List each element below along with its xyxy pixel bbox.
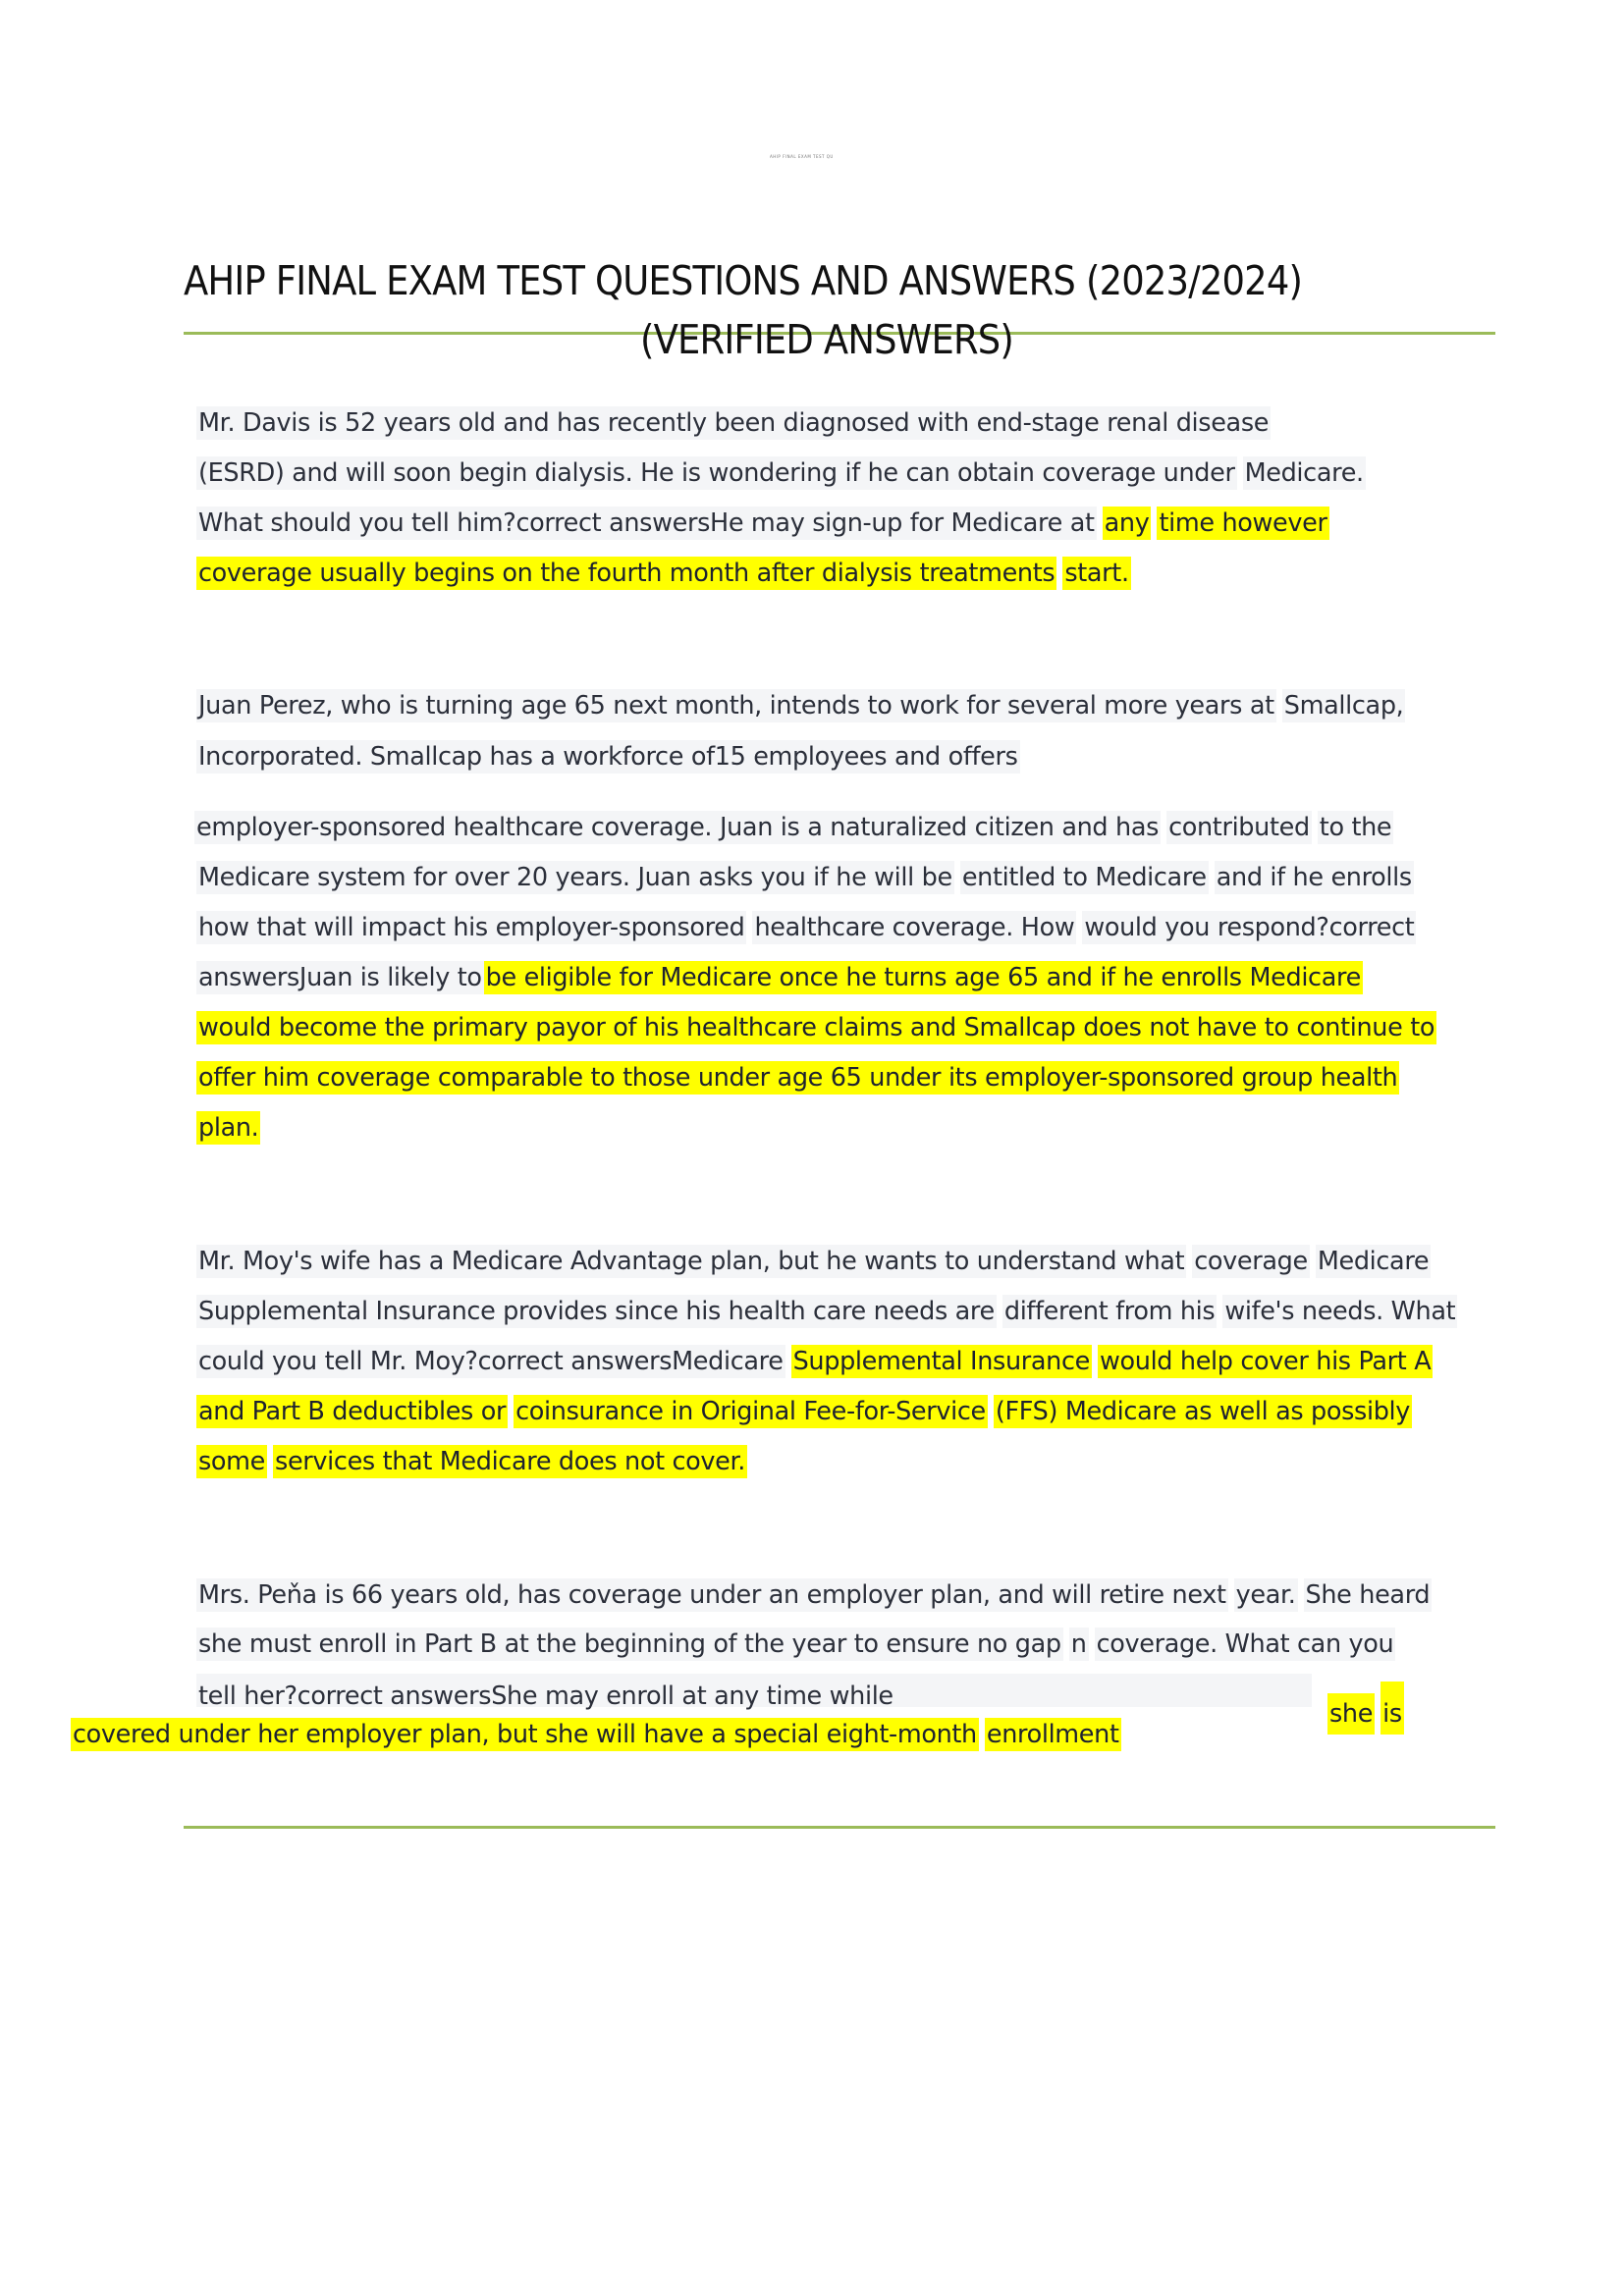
text-line — [196, 1445, 753, 1478]
text-line — [196, 1245, 1436, 1278]
highlighted-answer: offer him coverage comparable to those under age 65 under its employer-sponsored group health — [198, 1063, 1398, 1093]
highlighted-answer: would help cover his Part A — [1100, 1347, 1432, 1376]
text-span: coverage — [1194, 1247, 1308, 1276]
text-line — [1327, 1682, 1410, 1729]
text-span: employer-sponsored healthcare coverage. Juan is a naturalized citizen and has — [196, 813, 1160, 842]
text-span: Incorporated. Smallcap has a workforce of15 employees and offers — [198, 742, 1018, 772]
text-span: Medicare system for over 20 years. Juan asks you if he will be — [198, 863, 952, 892]
text-span: to the — [1319, 813, 1392, 842]
text-line — [194, 811, 1399, 844]
highlighted-answer: some — [198, 1447, 266, 1476]
text-line — [196, 456, 1372, 490]
text-span: Mr. Davis is 52 years old and has recently been diagnosed with end-stage renal disease — [198, 408, 1270, 438]
text-span: Medicare. — [1244, 458, 1364, 488]
text-span: (ESRD) and will soon begin dialysis. He is wondering if he can obtain coverage under — [198, 458, 1235, 488]
highlighted-answer: enrollment — [986, 1720, 1119, 1749]
text-line — [196, 689, 1411, 722]
text-line — [196, 911, 1422, 944]
text-line — [196, 1111, 266, 1145]
highlighted-answer: any — [1104, 508, 1150, 538]
highlighted-answer: covered under her employer plan, but she will have a special eight-month — [73, 1720, 977, 1749]
text-span: and if he enrolls — [1216, 863, 1412, 892]
highlighted-answer: would become the primary payor of his healthcare claims and Smallcap does not have to continue to — [198, 1013, 1435, 1042]
text-line — [196, 961, 1369, 994]
text-line — [196, 1061, 1405, 1095]
page-title-line-1: AHIP FINAL EXAM TEST QUESTIONS AND ANSWERS (2023/2024) — [184, 257, 1303, 304]
text-span: coverage. What can you — [1096, 1629, 1394, 1659]
text-line — [196, 1628, 1401, 1661]
text-line — [196, 740, 1026, 774]
text-line — [196, 1674, 1312, 1711]
text-span: different from his — [1003, 1297, 1216, 1326]
text-span: Juan Perez, who is turning age 65 next month, intends to work for several more years at — [198, 691, 1274, 721]
text-span: n — [1070, 1629, 1087, 1659]
highlighted-answer: be eligible for Medicare once he turns age 65 and if he enrolls Medicare — [485, 963, 1361, 992]
text-span: What should you tell him?correct answersHe may sign-up for Medicare at — [198, 508, 1095, 538]
highlighted-answer: services that Medicare does not cover. — [275, 1447, 746, 1476]
text-span: wife's needs. What — [1224, 1297, 1456, 1326]
text-span: entitled to Medicare — [961, 863, 1207, 892]
text-span: She heard — [1305, 1580, 1431, 1610]
text-line — [196, 861, 1420, 894]
text-span: Medicare — [1317, 1247, 1430, 1276]
header-mark: AHIP FINAL EXAM TEST QU — [770, 154, 834, 159]
highlighted-answer: and Part B deductibles or — [198, 1397, 507, 1426]
highlighted-answer: plan. — [198, 1113, 259, 1143]
text-line — [196, 1011, 1442, 1044]
text-span: Supplemental Insurance provides since his health care needs are — [198, 1297, 995, 1326]
text-line — [196, 406, 1276, 440]
text-line — [196, 557, 1137, 590]
text-span: year. — [1235, 1580, 1296, 1610]
text-span: would you respond?correct — [1084, 913, 1415, 942]
text-line — [71, 1718, 1127, 1751]
text-line — [196, 1578, 1437, 1612]
page-title-line-2: (VERIFIED ANSWERS) — [640, 316, 1013, 363]
text-span: how that will impact his employer-sponsored — [198, 913, 745, 942]
highlighted-answer: start. — [1064, 559, 1129, 588]
text-line — [196, 1345, 1438, 1378]
text-line — [196, 507, 1335, 540]
text-line — [196, 1295, 1463, 1328]
highlighted-answer: is — [1380, 1682, 1404, 1735]
highlighted-answer: coverage usually begins on the fourth month after dialysis treatments — [198, 559, 1056, 588]
footer-rule — [184, 1826, 1495, 1829]
text-span: tell her?correct answersShe may enroll at any time while — [198, 1682, 893, 1711]
text-span: Mr. Moy's wife has a Medicare Advantage plan, but he wants to understand what — [198, 1247, 1185, 1276]
text-span: Mrs. Peňa is 66 years old, has coverage under an employer plan, and will retire next — [198, 1580, 1226, 1610]
highlighted-answer: time however — [1159, 508, 1327, 538]
text-span: answersJuan is likely to — [198, 963, 482, 992]
text-span: contributed — [1168, 813, 1310, 842]
text-line — [196, 1395, 1418, 1428]
highlighted-answer: coinsurance in Original Fee-for-Service — [515, 1397, 986, 1426]
text-span: she must enroll in Part B at the beginning of the year to ensure no gap — [198, 1629, 1061, 1659]
highlighted-answer: she — [1327, 1693, 1375, 1735]
text-span: could you tell Mr. Moy?correct answersMedicare — [198, 1347, 784, 1376]
highlighted-answer: (FFS) Medicare as well as possibly — [995, 1397, 1411, 1426]
text-span: Smallcap, — [1283, 691, 1404, 721]
text-span: healthcare coverage. How — [754, 913, 1075, 942]
highlighted-answer: Supplemental Insurance — [792, 1347, 1090, 1376]
